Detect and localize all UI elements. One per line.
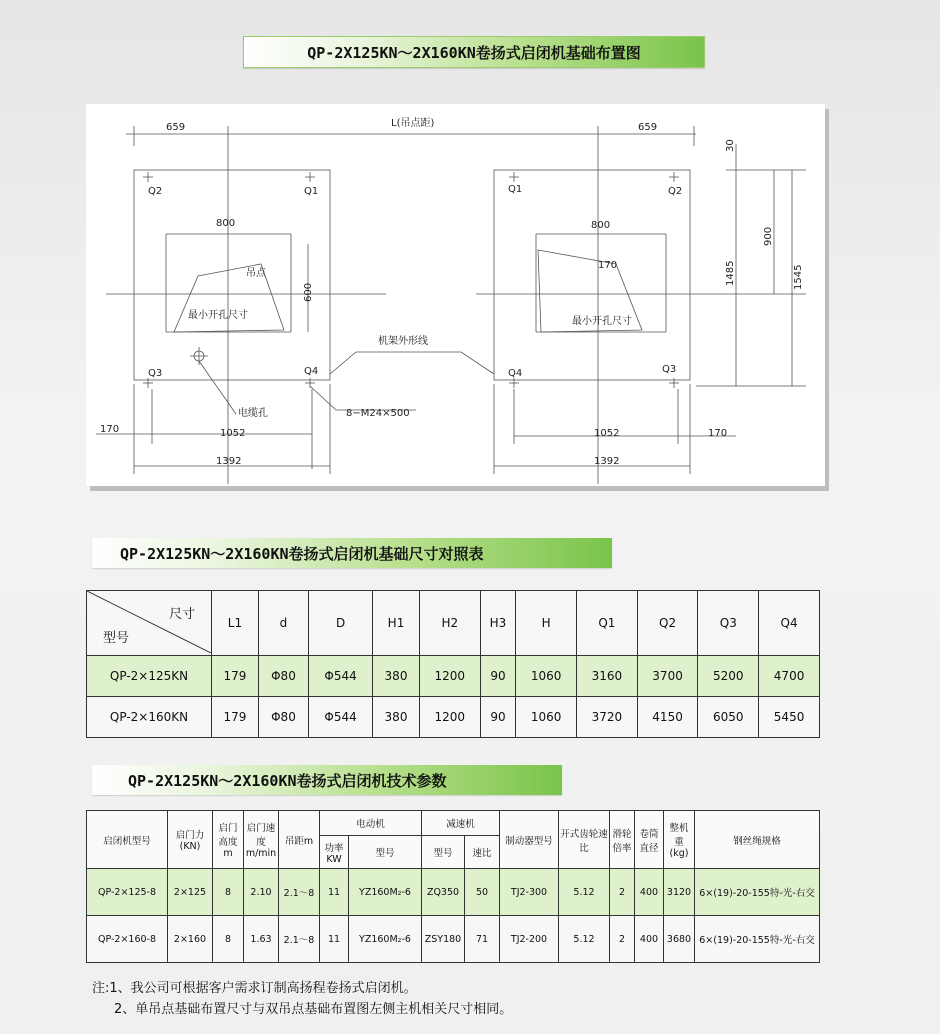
column-header: 电动机 bbox=[320, 811, 422, 836]
table-cell: 90 bbox=[480, 697, 516, 738]
table-cell: Φ544 bbox=[309, 697, 373, 738]
table-cell: 2.1～8 bbox=[279, 869, 320, 916]
dim-l-label: L(吊点距) bbox=[391, 118, 435, 129]
foundation-layout-drawing bbox=[86, 104, 825, 486]
table-row bbox=[87, 697, 820, 738]
dim-1392-left: 1392 bbox=[216, 456, 242, 467]
table-cell: 400 bbox=[635, 869, 664, 916]
column-header: 卷筒直径 bbox=[635, 811, 664, 869]
column-header: 功率KW bbox=[320, 836, 349, 869]
table-cell: 2.1～8 bbox=[279, 916, 320, 963]
table-cell: TJ2-200 bbox=[500, 916, 559, 963]
spec-table-title: QP-2X125KN～2X160KN卷扬式启闭机技术参数 bbox=[92, 765, 562, 795]
corner-size-label: 尺寸 bbox=[168, 607, 195, 622]
dim-1485: 1485 bbox=[725, 260, 736, 286]
column-header: 减速机 bbox=[422, 811, 500, 836]
table-cell: ZSY180 bbox=[422, 916, 465, 963]
table-cell: 6×(19)-20-155特-光-右交 bbox=[695, 916, 820, 963]
dim-800-right: 800 bbox=[591, 220, 611, 231]
column-header: Q2 bbox=[637, 591, 698, 656]
label-q1-left: Q1 bbox=[304, 186, 319, 197]
table-row bbox=[87, 916, 820, 963]
label-bolts: 8−M24×500 bbox=[346, 408, 410, 419]
table-cell: 2.10 bbox=[244, 869, 279, 916]
column-header: 启门力(KN) bbox=[168, 811, 213, 869]
layout-title: QP-2X125KN～2X160KN卷扬式启闭机基础布置图 bbox=[243, 36, 705, 68]
dim-659-right: 659 bbox=[638, 122, 658, 133]
corner-model-label: 型号 bbox=[103, 631, 130, 646]
table-cell: 1200 bbox=[419, 697, 480, 738]
table-cell: QP-2×125-8 bbox=[87, 869, 168, 916]
column-header: 速比 bbox=[465, 836, 500, 869]
table-cell: QP-2×160-8 bbox=[87, 916, 168, 963]
table-cell: 2 bbox=[610, 869, 635, 916]
table-cell: 6050 bbox=[698, 697, 759, 738]
column-header: Q1 bbox=[577, 591, 638, 656]
dim-1052-left: 1052 bbox=[220, 428, 246, 439]
table-cell: 400 bbox=[635, 916, 664, 963]
table-row bbox=[87, 656, 820, 697]
table-cell: 5200 bbox=[698, 656, 759, 697]
label-q3-left: Q3 bbox=[148, 368, 163, 379]
column-header: 启门高度m bbox=[213, 811, 244, 869]
column-header: 开式齿轮速比 bbox=[559, 811, 610, 869]
table-cell: 3720 bbox=[577, 697, 638, 738]
dim-659-left: 659 bbox=[166, 122, 186, 133]
table-cell: Φ80 bbox=[258, 656, 308, 697]
table-cell: 8 bbox=[213, 916, 244, 963]
table-cell: 5.12 bbox=[559, 869, 610, 916]
label-q2-right: Q2 bbox=[668, 186, 683, 197]
table-cell: 71 bbox=[465, 916, 500, 963]
label-q1-right: Q1 bbox=[508, 184, 523, 195]
column-header: D bbox=[309, 591, 373, 656]
column-header: 滑轮倍率 bbox=[610, 811, 635, 869]
table-cell: YZ160M₂-6 bbox=[349, 916, 422, 963]
table-cell: 3160 bbox=[577, 656, 638, 697]
table-cell: 5450 bbox=[759, 697, 820, 738]
table-cell: 3700 bbox=[637, 656, 698, 697]
label-q4-right: Q4 bbox=[508, 368, 523, 379]
label-min-hole-left: 最小开孔尺寸 bbox=[188, 310, 248, 321]
table-cell: 4700 bbox=[759, 656, 820, 697]
dim-1052-right: 1052 bbox=[594, 428, 620, 439]
dim-600: 600 bbox=[303, 282, 314, 302]
table-cell: 380 bbox=[373, 697, 420, 738]
table-cell: QP-2×125KN bbox=[87, 656, 212, 697]
dim-170-left: 170 bbox=[100, 424, 120, 435]
dim-170-right: 170 bbox=[708, 428, 728, 439]
table-cell: 5.12 bbox=[559, 916, 610, 963]
dim-1545: 1545 bbox=[793, 264, 804, 290]
table-cell: 50 bbox=[465, 869, 500, 916]
label-q2-left: Q2 bbox=[148, 186, 163, 197]
dim-170-top: 170 bbox=[598, 260, 618, 271]
dim-900: 900 bbox=[763, 226, 774, 246]
table-cell: 11 bbox=[320, 916, 349, 963]
table-cell: Φ544 bbox=[309, 656, 373, 697]
technical-spec-table bbox=[86, 810, 820, 963]
column-header: H bbox=[516, 591, 577, 656]
label-q4-left: Q4 bbox=[304, 366, 319, 377]
note-line: 2、单吊点基础布置尺寸与双吊点基础布置图左侧主机相关尺寸相同。 bbox=[114, 1002, 513, 1017]
dim-800-left: 800 bbox=[216, 218, 236, 229]
label-frame-outline: 机架外形线 bbox=[378, 336, 428, 347]
column-header: L1 bbox=[212, 591, 259, 656]
label-cable-hole: 电缆孔 bbox=[238, 408, 268, 419]
foundation-size-table bbox=[86, 590, 820, 738]
table-cell: 2×160 bbox=[168, 916, 213, 963]
table-cell: 4150 bbox=[637, 697, 698, 738]
table-cell: 3120 bbox=[664, 869, 695, 916]
column-header: 启闭机型号 bbox=[87, 811, 168, 869]
label-min-hole-right: 最小开孔尺寸 bbox=[572, 316, 632, 327]
label-q3-right: Q3 bbox=[662, 364, 677, 375]
column-header: Q4 bbox=[759, 591, 820, 656]
table-cell: 6×(19)-20-155特-光-右交 bbox=[695, 869, 820, 916]
table-cell: 1.63 bbox=[244, 916, 279, 963]
column-header: Q3 bbox=[698, 591, 759, 656]
table-cell: 11 bbox=[320, 869, 349, 916]
dim-1392-right: 1392 bbox=[594, 456, 620, 467]
table-cell: 3680 bbox=[664, 916, 695, 963]
table-corner-header bbox=[87, 591, 212, 656]
table-cell: 90 bbox=[480, 656, 516, 697]
table-cell: 2 bbox=[610, 916, 635, 963]
column-header: 制动器型号 bbox=[500, 811, 559, 869]
column-header: 型号 bbox=[349, 836, 422, 869]
dim-30: 30 bbox=[725, 139, 736, 152]
table-cell: 1200 bbox=[419, 656, 480, 697]
column-header: 整机重(kg) bbox=[664, 811, 695, 869]
column-header: d bbox=[258, 591, 308, 656]
label-lifting-point: 吊点 bbox=[246, 268, 266, 279]
table-cell: QP-2×160KN bbox=[87, 697, 212, 738]
table-cell: YZ160M₂-6 bbox=[349, 869, 422, 916]
table-cell: TJ2-300 bbox=[500, 869, 559, 916]
column-header: H3 bbox=[480, 591, 516, 656]
table-cell: 179 bbox=[212, 697, 259, 738]
notes bbox=[92, 978, 512, 1020]
table-cell: 1060 bbox=[516, 697, 577, 738]
column-header: H2 bbox=[419, 591, 480, 656]
column-header: H1 bbox=[373, 591, 420, 656]
table-cell: 380 bbox=[373, 656, 420, 697]
table-cell: 2×125 bbox=[168, 869, 213, 916]
table-cell: 179 bbox=[212, 656, 259, 697]
column-header: 吊距m bbox=[279, 811, 320, 869]
table-cell: ZQ350 bbox=[422, 869, 465, 916]
column-header: 型号 bbox=[422, 836, 465, 869]
note-line: 注:1、我公司可根据客户需求订制高扬程卷扬式启闭机。 bbox=[92, 981, 417, 996]
table-row bbox=[87, 869, 820, 916]
column-header: 钢丝绳规格 bbox=[695, 811, 820, 869]
table-cell: 8 bbox=[213, 869, 244, 916]
table-cell: Φ80 bbox=[258, 697, 308, 738]
column-header: 启门速度m/min bbox=[244, 811, 279, 869]
size-table-title: QP-2X125KN～2X160KN卷扬式启闭机基础尺寸对照表 bbox=[92, 538, 612, 568]
table-cell: 1060 bbox=[516, 656, 577, 697]
